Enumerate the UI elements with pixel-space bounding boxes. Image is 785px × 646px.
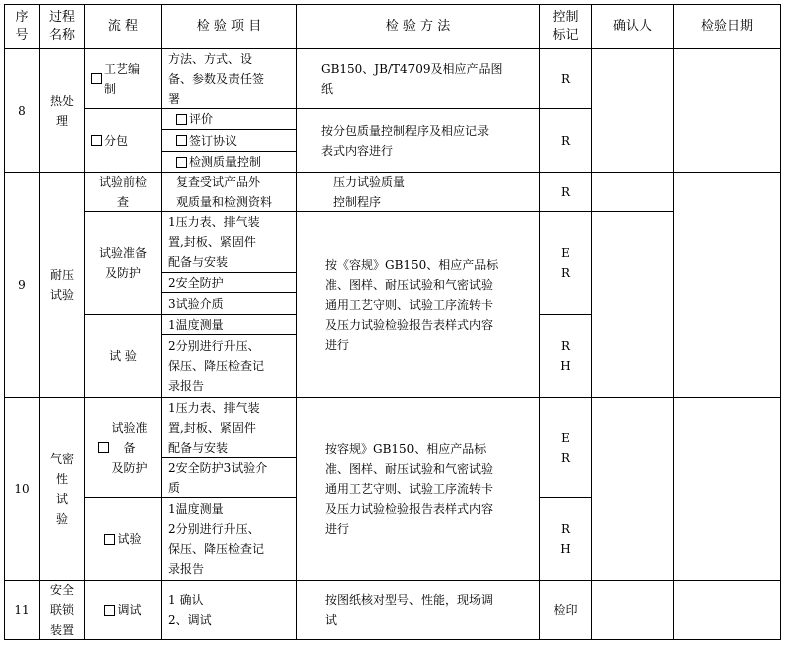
row10-date (673, 397, 781, 580)
row8-control-a: R (539, 48, 591, 108)
row10-flow-test: 试验 (84, 497, 161, 580)
checkbox-icon (91, 73, 102, 84)
row9-confirmer (591, 172, 673, 211)
row9-process-name: 耐压 试验 (39, 172, 84, 397)
row8-item-quality-control: 检测质量控制 (161, 151, 296, 172)
row9-control-c: R H (539, 314, 591, 397)
row8-item-evaluate: 评价 (161, 108, 296, 129)
row9-item-safety: 2安全防护 (161, 272, 296, 292)
row9-date (673, 172, 781, 397)
row9-control-b: E R (539, 211, 591, 314)
header-method: 检 验 方 法 (296, 4, 539, 48)
row11-item: 1 确认 2、调试 (161, 580, 296, 640)
checkbox-icon (91, 135, 102, 146)
header-control: 控制 标记 (539, 4, 591, 48)
row10-process-name: 气密 性 试 验 (39, 397, 84, 580)
inspection-table (4, 4, 781, 640)
row10-flow-prep: 试验准 备 及防护 (84, 397, 161, 497)
row10-confirmer (591, 397, 673, 580)
header-seq: 序 号 (4, 4, 39, 48)
row10-item-safety-medium: 2安全防护3试验介 质 (161, 457, 296, 497)
row8-item-agreement: 签订协议 (161, 129, 296, 151)
row11-method: 按图纸核对型号、性能，现场调 试 (296, 580, 539, 640)
row8-process-name: 热处 理 (39, 48, 84, 172)
row10-seq: 10 (4, 397, 39, 580)
row8-control-b: R (539, 108, 591, 172)
row9-flow-precheck: 试验前检 查 (84, 172, 161, 211)
checkbox-icon (176, 114, 187, 125)
row8-date (673, 48, 781, 172)
row11-control: 检印 (539, 580, 591, 640)
row9-flow-prep: 试验准备 及防护 (84, 211, 161, 314)
row11-flow: 调试 (84, 580, 161, 640)
header-flow: 流 程 (84, 4, 161, 48)
row10-method: 按容规》GB150、相应产品标 准、图样、耐压试验和气密试验 通用工艺守则、试验工序流转卡 及压力试验检验报告表样式内容 进行 (296, 397, 539, 580)
checkbox-icon (104, 605, 115, 616)
row11-confirmer (591, 580, 673, 640)
row8-seq: 8 (4, 48, 39, 172)
row9-confirmer-b (591, 211, 673, 397)
row11-seq: 11 (4, 580, 39, 640)
checkbox-icon (176, 157, 187, 168)
row9-flow-test: 试 验 (84, 314, 161, 397)
row9-item-review: 复查受试产品外 观质量和检测资料 (161, 172, 296, 211)
row9-item-gauge: 1压力表、排气装 置,封板、紧固件 配备与安装 (161, 211, 296, 272)
row9-method-precheck: 压力试验质量 控制程序 (296, 172, 539, 211)
row8-method-standard: GB150、JB/T4709及相应产品图 纸 (296, 48, 539, 108)
row9-item-medium: 3试验介质 (161, 292, 296, 314)
row11-process-name: 安全 联锁 装置 (39, 580, 84, 640)
row8-item-method: 方法、方式、设 备、参数及责任签 署 (161, 48, 296, 108)
header-date: 检验日期 (673, 4, 781, 48)
header-process-name: 过程 名称 (39, 4, 84, 48)
row10-control-a: E R (539, 397, 591, 497)
header-confirmer: 确认人 (591, 4, 673, 48)
header-item: 检 验 项 目 (161, 4, 296, 48)
row10-item-test: 1温度测量 2分别进行升压、 保压、降压检查记 录报告 (161, 497, 296, 580)
row10-item-gauge: 1压力表、排气装 置,封板、紧固件 配备与安装 (161, 397, 296, 457)
row8-method-subcontract: 按分包质量控制程序及相应记录 表式内容进行 (296, 108, 539, 172)
checkbox-icon (98, 442, 109, 453)
checkbox-icon (176, 135, 187, 146)
row10-control-b: R H (539, 497, 591, 580)
checkbox-icon (104, 534, 115, 545)
row9-control-a: R (539, 172, 591, 211)
row11-date (673, 580, 781, 640)
row8-flow-process-prep: 工艺编 制 (84, 48, 161, 108)
row9-seq: 9 (4, 172, 39, 397)
row8-flow-subcontract: 分包 (84, 108, 161, 172)
row9-item-temperature: 1温度测量 (161, 314, 296, 334)
row9-item-pressure: 2分别进行升压、 保压、降压检查记 录报告 (161, 334, 296, 397)
row9-method-test: 按《容规》GB150、相应产品标 准、图样、耐压试验和气密试验 通用工艺守则、试验工序流转卡 及压力试验检验报告表样式内容 进行 (296, 211, 539, 397)
row8-confirmer (591, 48, 673, 172)
